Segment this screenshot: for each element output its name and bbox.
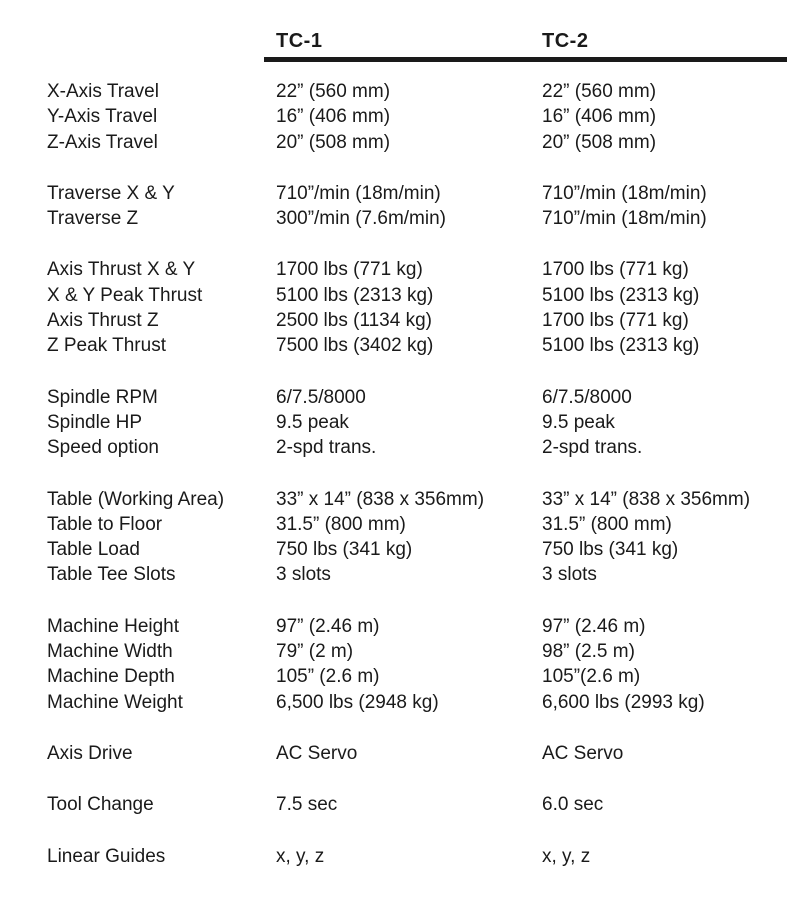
header-rule	[264, 57, 787, 62]
spec-row	[0, 183, 787, 208]
spec-group	[0, 81, 787, 157]
spec-value-tc2: 750 lbs (341 kg)	[542, 539, 679, 561]
spec-value-tc2: 105”(2.6 m)	[542, 666, 641, 688]
spec-value-tc1: 31.5” (800 mm)	[276, 513, 406, 535]
spec-value-tc2: 2-spd trans.	[542, 437, 643, 459]
spec-value-tc2: 6.0 sec	[542, 794, 604, 816]
spec-row	[0, 310, 787, 335]
spec-group	[0, 616, 787, 717]
spec-value-tc1: 16” (406 mm)	[276, 106, 391, 128]
spec-group	[0, 794, 787, 819]
spec-row	[0, 514, 787, 539]
spec-value-tc1: 7500 lbs (3402 kg)	[276, 335, 434, 357]
spec-row	[0, 666, 787, 691]
spec-row	[0, 106, 787, 131]
spec-value-tc1: x, y, z	[276, 845, 325, 867]
spec-row	[0, 412, 787, 437]
spec-label: Axis Drive	[47, 742, 133, 764]
spec-label: Traverse X & Y	[47, 182, 175, 204]
spec-value-tc2: 33” x 14” (838 x 356mm)	[542, 488, 751, 510]
spec-label: Table Tee Slots	[47, 564, 176, 586]
spec-value-tc1: 3 slots	[276, 564, 331, 586]
spec-label: Axis Thrust Z	[47, 310, 159, 332]
column-heading-tc2: TC-2	[542, 30, 589, 52]
spec-label: Speed option	[47, 437, 159, 459]
spec-value-tc1: 1700 lbs (771 kg)	[276, 259, 423, 281]
spec-label: Tool Change	[47, 794, 154, 816]
spec-value-tc2: 6,600 lbs (2993 kg)	[542, 691, 705, 713]
spec-row	[0, 132, 787, 157]
spec-row	[0, 208, 787, 233]
spec-value-tc2: 1700 lbs (771 kg)	[542, 259, 689, 281]
spec-value-tc2: AC Servo	[542, 742, 624, 764]
spec-value-tc2: 20” (508 mm)	[542, 131, 657, 153]
spec-label: X-Axis Travel	[47, 81, 159, 102]
spec-value-tc2: 6/7.5/8000	[542, 386, 632, 408]
spec-table-header	[0, 30, 787, 70]
spec-value-tc1: 2500 lbs (1134 kg)	[276, 310, 432, 332]
spec-value-tc2: 16” (406 mm)	[542, 106, 657, 128]
spec-value-tc1: 97” (2.46 m)	[276, 615, 380, 637]
spec-value-tc2: 97” (2.46 m)	[542, 615, 646, 637]
spec-label: Machine Depth	[47, 666, 175, 688]
spec-value-tc2: 3 slots	[542, 564, 597, 586]
spec-value-tc1: 22” (560 mm)	[276, 81, 391, 102]
spec-value-tc1: 710”/min (18m/min)	[276, 182, 441, 204]
spec-value-tc1: 7.5 sec	[276, 794, 338, 816]
spec-value-tc2: 710”/min (18m/min)	[542, 182, 707, 204]
spec-value-tc1: 79” (2 m)	[276, 641, 354, 663]
spec-row	[0, 285, 787, 310]
spec-label: Linear Guides	[47, 845, 166, 867]
spec-row	[0, 335, 787, 360]
spec-table	[0, 81, 787, 897]
spec-label: X & Y Peak Thrust	[47, 284, 203, 306]
spec-value-tc1: 33” x 14” (838 x 356mm)	[276, 488, 485, 510]
spec-value-tc1: 6/7.5/8000	[276, 386, 366, 408]
spec-group	[0, 743, 787, 768]
spec-label: Y-Axis Travel	[47, 106, 158, 128]
spec-row	[0, 387, 787, 412]
spec-row	[0, 743, 787, 768]
spec-group	[0, 259, 787, 360]
spec-group	[0, 846, 787, 871]
spec-row	[0, 489, 787, 514]
spec-value-tc2: 22” (560 mm)	[542, 81, 657, 102]
spec-label: Traverse Z	[47, 208, 139, 230]
spec-row	[0, 539, 787, 564]
spec-value-tc2: 5100 lbs (2313 kg)	[542, 284, 700, 306]
spec-label: Table (Working Area)	[47, 488, 225, 510]
spec-label: Table to Floor	[47, 513, 163, 535]
spec-row	[0, 616, 787, 641]
spec-group	[0, 183, 787, 234]
spec-row	[0, 564, 787, 589]
spec-value-tc1: 105” (2.6 m)	[276, 666, 380, 688]
spec-value-tc2: 1700 lbs (771 kg)	[542, 310, 689, 332]
spec-value-tc2: 710”/min (18m/min)	[542, 208, 707, 230]
spec-value-tc1: 20” (508 mm)	[276, 131, 391, 153]
spec-row	[0, 692, 787, 717]
spec-row	[0, 81, 787, 106]
spec-value-tc1: 6,500 lbs (2948 kg)	[276, 691, 439, 713]
spec-row	[0, 641, 787, 666]
spec-group	[0, 489, 787, 590]
spec-row	[0, 437, 787, 462]
spec-value-tc2: 31.5” (800 mm)	[542, 513, 672, 535]
spec-label: Machine Width	[47, 641, 173, 663]
spec-label: Spindle HP	[47, 411, 143, 433]
spec-value-tc1: 750 lbs (341 kg)	[276, 539, 413, 561]
spec-group	[0, 387, 787, 463]
spec-row	[0, 846, 787, 871]
spec-row	[0, 259, 787, 284]
spec-value-tc2: x, y, z	[542, 845, 591, 867]
column-heading-tc1: TC-1	[276, 30, 323, 52]
spec-value-tc1: 2-spd trans.	[276, 437, 377, 459]
spec-value-tc2: 5100 lbs (2313 kg)	[542, 335, 700, 357]
spec-value-tc2: 98” (2.5 m)	[542, 641, 635, 663]
spec-row	[0, 794, 787, 819]
spec-label: Z Peak Thrust	[47, 335, 166, 357]
spec-value-tc2: 9.5 peak	[542, 411, 615, 433]
spec-value-tc1: 300”/min (7.6m/min)	[276, 208, 446, 230]
spec-value-tc1: 9.5 peak	[276, 411, 349, 433]
spec-value-tc1: 5100 lbs (2313 kg)	[276, 284, 434, 306]
spec-label: Z-Axis Travel	[47, 131, 158, 153]
spec-label: Machine Height	[47, 615, 180, 637]
spec-label: Machine Weight	[47, 691, 183, 713]
spec-label: Axis Thrust X & Y	[47, 259, 196, 281]
spec-label: Spindle RPM	[47, 386, 158, 408]
spec-label: Table Load	[47, 539, 140, 561]
spec-value-tc1: AC Servo	[276, 742, 358, 764]
